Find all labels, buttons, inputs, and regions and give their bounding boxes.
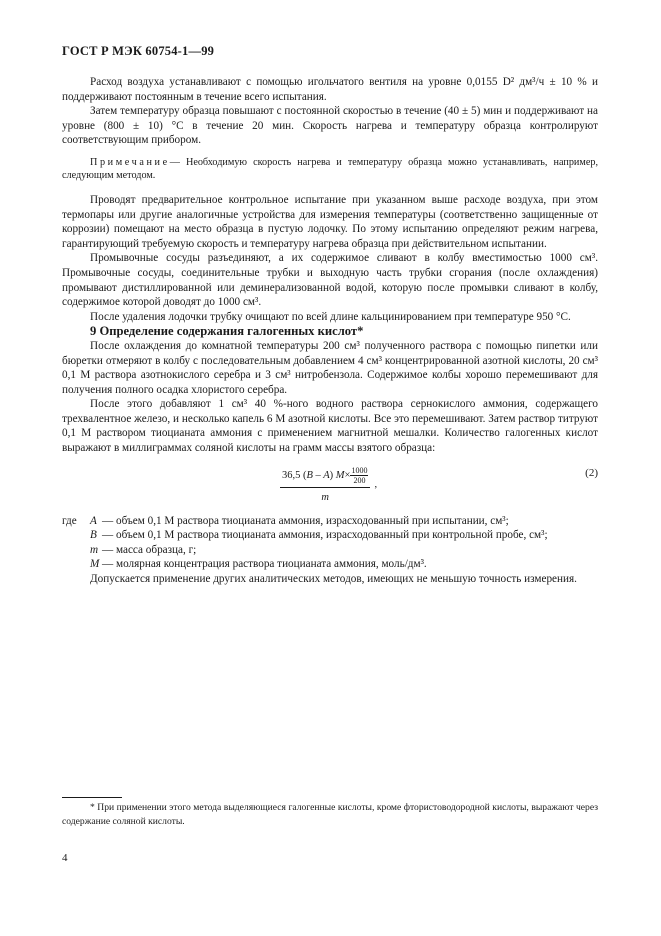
formula-difference: B – A bbox=[306, 469, 330, 481]
note-lead: Примечание bbox=[90, 156, 170, 168]
definition-m bbox=[62, 543, 598, 558]
formula-comma: , bbox=[374, 479, 378, 491]
footnote-divider bbox=[62, 797, 122, 798]
formula-dilution bbox=[350, 466, 368, 485]
formula-dilution-den: 200 bbox=[353, 475, 366, 485]
definition-lead bbox=[62, 528, 90, 543]
definitions-list bbox=[62, 514, 598, 572]
definition-symbol: A bbox=[90, 514, 97, 527]
definition-lead bbox=[62, 543, 90, 558]
page-number: 4 bbox=[62, 852, 68, 864]
formula-paren: ) bbox=[329, 469, 334, 481]
definition-symbol: m bbox=[90, 543, 99, 556]
definition-a bbox=[62, 514, 598, 529]
paragraph-cooling: После охлаждения до комнатной температуры 200 см³ полученного раствора с помощью пипетки или бюретки отмеряют в колбу с последовательным добавлением 4 см³ концентрированной азотной кислоты, 20 см³ 0,1 М раствора азотнокислого серебра и 3 см³ нитробензола. Содержимое колбы хорошо перемешивают для получения полного осадка хлористого серебра. bbox=[62, 339, 598, 396]
definition-molarity bbox=[62, 557, 598, 572]
formula-numerator bbox=[280, 466, 370, 488]
definition-lead: где bbox=[62, 514, 77, 527]
note-text: — Необходимую скорость нагрева и температуру образца можно устанавливать, например, следующим методом. bbox=[62, 156, 598, 182]
formula bbox=[280, 466, 377, 506]
definition-b bbox=[62, 528, 598, 543]
formula-times: × bbox=[344, 469, 351, 481]
section-heading: 9 Определение содержания галогенных кислот* bbox=[90, 324, 364, 339]
formula-dilution-num: 1000 bbox=[351, 465, 368, 475]
document-body bbox=[62, 75, 598, 587]
formula-coefficient: 36,5 ( bbox=[282, 469, 307, 481]
paragraph-preliminary-test: Проводят предварительное контрольное испытание при указанном выше расходе воздуха, при этом термопары или другие аналогичные устройства для измерения температуры (соответственно защищенные от коррозии) помещают на место образца в пустую лодочку. По этому испытанию определяют режим нагрева, гарантирующий требуемую скорость и температуру нагрева образца при действительном испытании. bbox=[62, 193, 598, 250]
footnote: * При применении этого метода выделяющиеся галогенные кислоты, кроме фтористоводородной кислоты, выражают через содержание соляной кислоты. bbox=[62, 802, 598, 827]
formula-block bbox=[62, 462, 598, 514]
paragraph-alternatives: Допускается применение других аналитических методов, имеющих не меньшую точность измерения. bbox=[90, 573, 577, 586]
paragraph-cleaning: После удаления лодочки трубку очищают по всей длине кальцинированием при температуре 950 °С. bbox=[90, 310, 571, 323]
definition-text: — объем 0,1 М раствора тиоцианата аммония, израсходованный при испытании, см³; bbox=[102, 514, 509, 527]
definition-lead bbox=[62, 557, 90, 572]
definition-text: — объем 0,1 М раствора тиоцианата аммония, израсходованный при контрольной пробе, см³; bbox=[102, 529, 548, 542]
document-header: ГОСТ Р МЭК 60754-1—99 bbox=[62, 44, 215, 58]
note-paragraph bbox=[62, 156, 598, 183]
paragraph-heating: Затем температуру образца повышают с постоянной скоростью в течение (40 ± 5) мин и поддерживают на уровне (800 ± 10) °С в течение 20 мин. Скорость нагрева и температуру образца контролируют соответствующим прибором. bbox=[62, 105, 598, 147]
formula-molarity: M bbox=[335, 469, 345, 481]
definition-text: — молярная концентрация раствора тиоцианата аммония, моль/дм³. bbox=[102, 558, 427, 571]
paragraph-air-flow: Расход воздуха устанавливают с помощью игольчатого вентиля на уровне 0,0155 D² дм³/ч ± 10 % и поддерживают постоянным в течение всего испытания. bbox=[62, 76, 598, 103]
equation-number: (2) bbox=[585, 466, 598, 479]
definition-symbol: B bbox=[90, 529, 97, 542]
formula-fraction bbox=[280, 466, 370, 506]
definition-text: — масса образца, г; bbox=[102, 543, 197, 556]
formula-denominator: m bbox=[321, 491, 330, 503]
definition-symbol: M bbox=[90, 558, 100, 571]
paragraph-wash-vessels: Промывочные сосуды разъединяют, а их содержимое сливают в колбу вместимостью 1000 см³. Промывочные сосуды, соединительные трубки и выходную часть трубки сгорания (после охлаждения) промывают дистиллированной или деминерализованной водой, которую после промывки сливают в колбу, содержимое которой доводят до 1000 см³. bbox=[62, 252, 598, 309]
paragraph-titration: После этого добавляют 1 см³ 40 %-ного водного раствора сернокислого аммония, содержащего трехвалентное железо, и несколько капель 6 М азотной кислоты. Все это перемешивают. Затем раствор титруют 0,1 М раствором тиоцианата аммония с применением магнитной мешалки. Количество галогенных кислот выражают в миллиграммах соляной кислоты на грамм массы взятого образца: bbox=[62, 398, 598, 455]
